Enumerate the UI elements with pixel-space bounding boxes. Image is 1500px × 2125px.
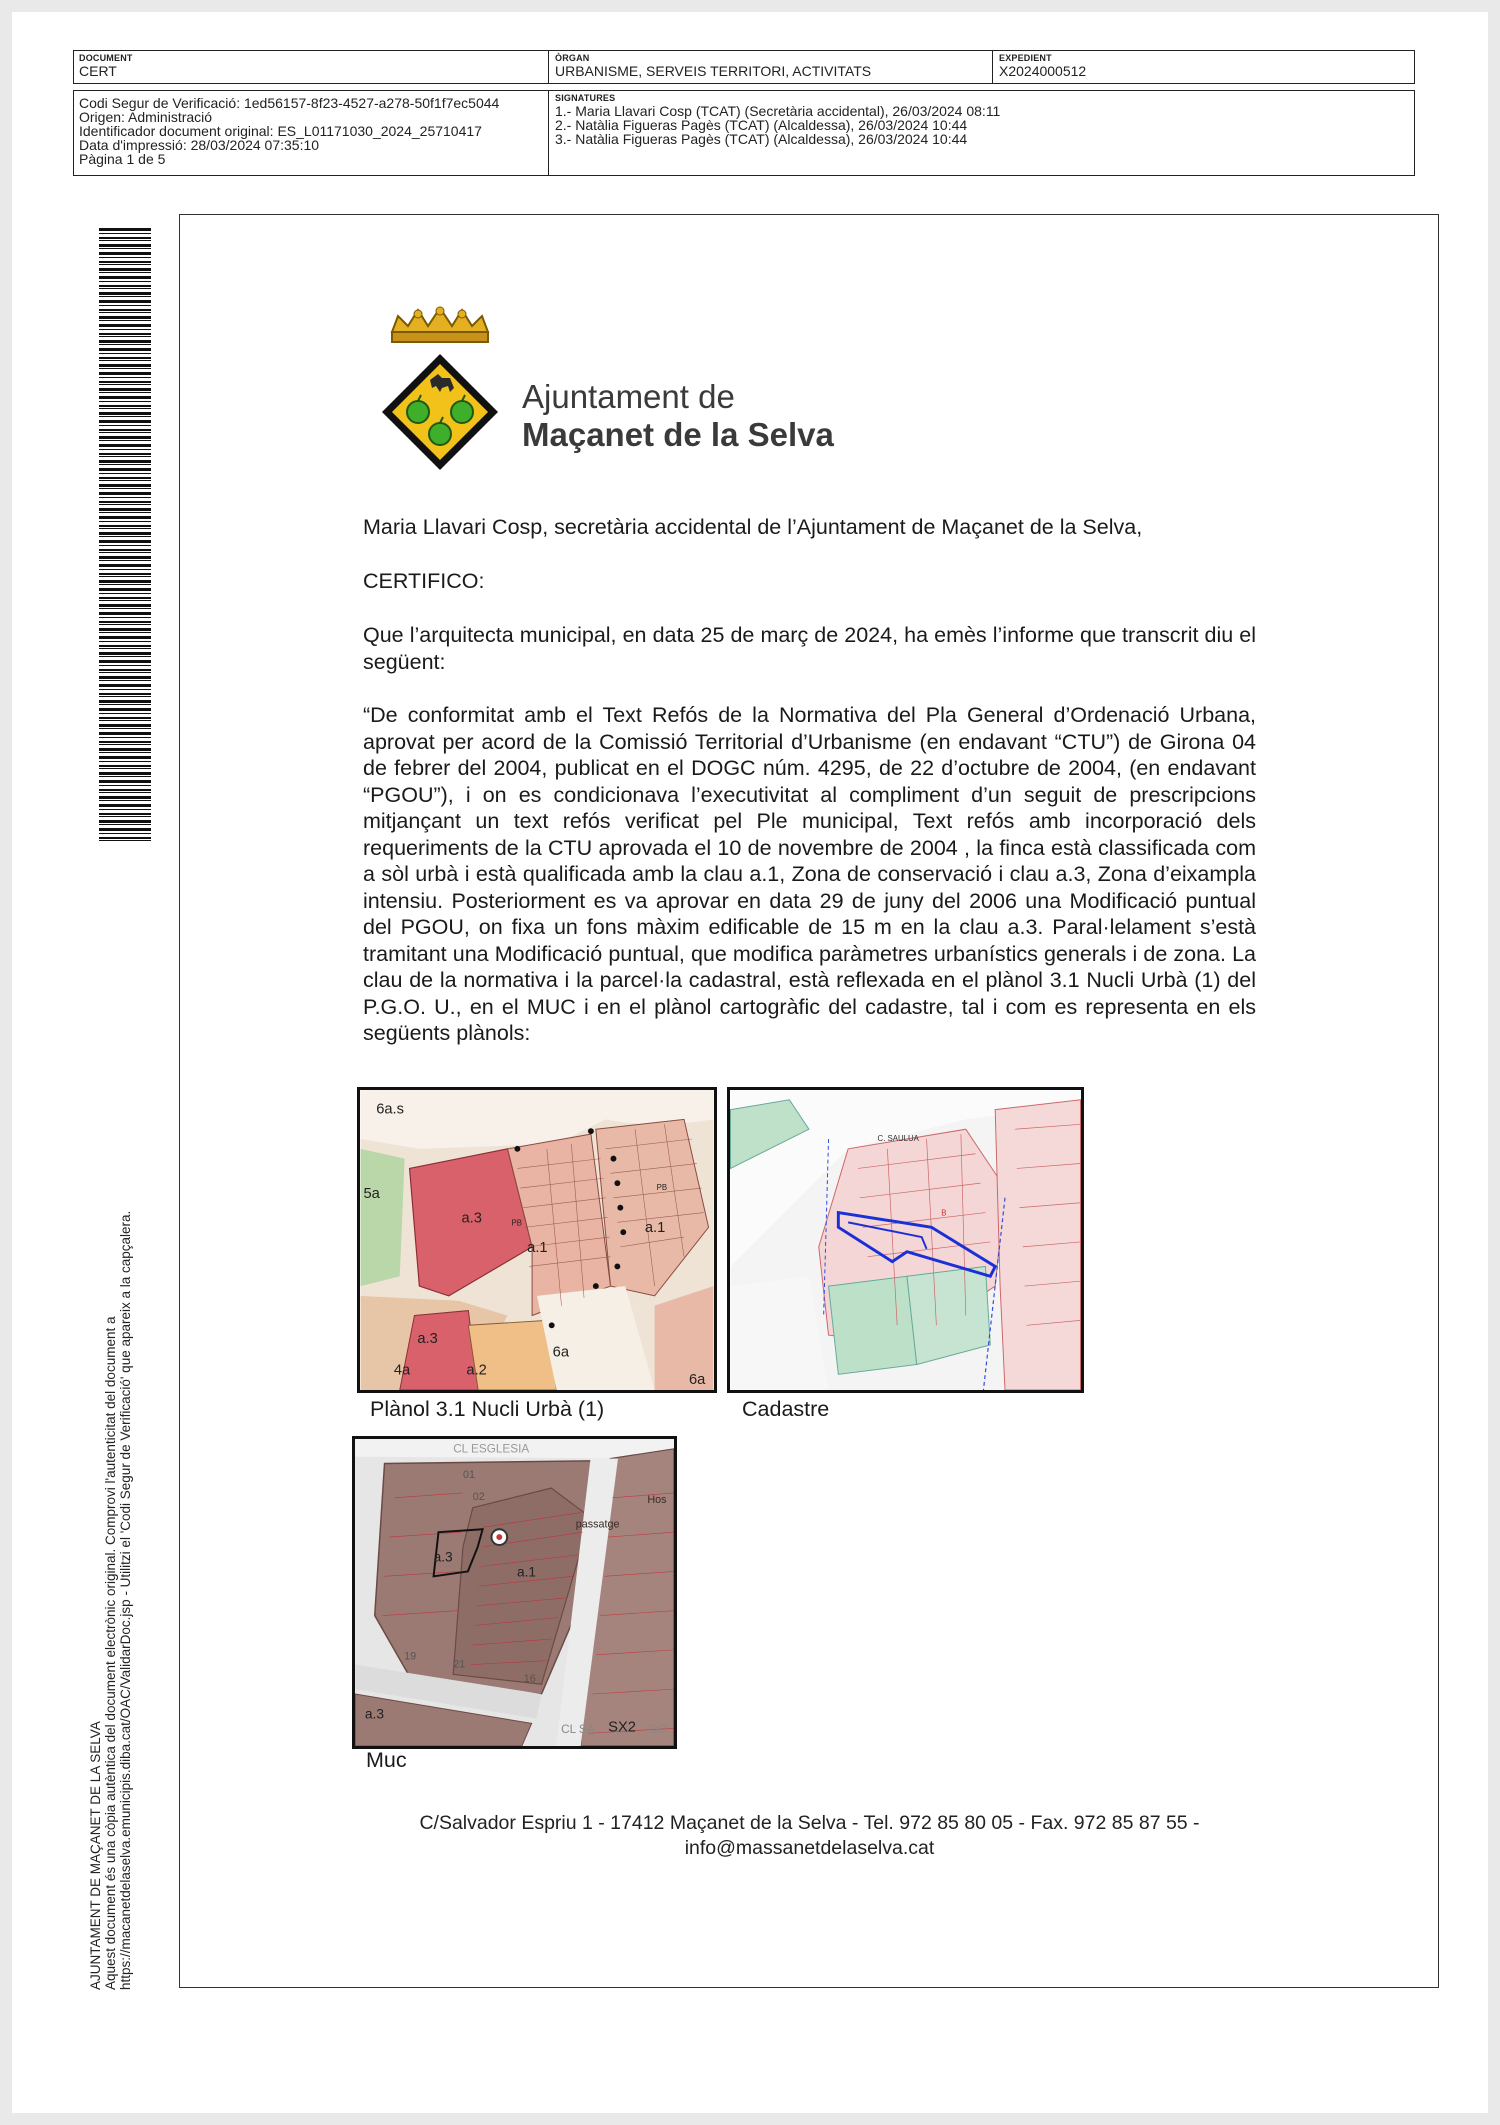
map2-caption: Cadastre xyxy=(742,1397,830,1421)
expedient-cell xyxy=(994,51,1394,83)
map2-label: C. SAULUA xyxy=(877,1133,919,1143)
map1-label: a.2 xyxy=(466,1362,487,1379)
map1-label: 4a xyxy=(393,1362,411,1379)
info-line: Origen: Administració xyxy=(79,109,213,125)
map3-label: CL SA xyxy=(561,1723,595,1737)
info-line: Identificador document original: ES_L01171030_2024_25710417 xyxy=(79,123,482,139)
map3-label: a.1 xyxy=(516,1564,537,1580)
map3-label: 02 xyxy=(472,1490,485,1503)
organ-value: URBANISME, SERVEIS TERRITORI, ACTIVITATS xyxy=(555,63,872,79)
map3-label: CL ESGLESIA xyxy=(453,1442,530,1456)
map1-label: PB xyxy=(656,1183,668,1192)
map1-label: PB xyxy=(511,1218,522,1228)
header-row-2 xyxy=(73,90,1415,176)
document-cell xyxy=(74,51,544,83)
info-line: Codi Segur de Verificació: 1ed56157-8f23-4527-a278-50f1f7ec5044 xyxy=(79,95,500,111)
paragraph-1: Que l’arquitecta municipal, en data 25 de març de 2024, ha emès l’informe que transcrit diu el següent: xyxy=(363,623,1256,674)
info-line: Data d'impressió: 28/03/2024 07:35:10 xyxy=(79,137,320,153)
map3-label: 19 xyxy=(404,1650,417,1663)
map-muc xyxy=(352,1436,677,1749)
map-cadastre xyxy=(727,1087,1084,1393)
barcode xyxy=(99,228,151,844)
map1-label: 6a xyxy=(552,1344,570,1361)
map3-label: a.3 xyxy=(433,1549,453,1565)
footer-line-1: C/Salvador Espriu 1 - 17412 Maçanet de la Selva - Tel. 972 85 80 05 - Fax. 972 85 87 55 - xyxy=(419,1812,1200,1834)
header-row-1 xyxy=(73,50,1415,84)
map3-label: Hos xyxy=(647,1493,667,1506)
map2-label: B xyxy=(941,1208,947,1218)
map1-label: a.3 xyxy=(417,1330,438,1347)
signature-line: 1.- Maria Llavari Cosp (TCAT) (Secretària accidental), 26/03/2024 08:11 xyxy=(555,103,1001,119)
footer-email[interactable]: info@massanetdelaselva.cat xyxy=(684,1837,935,1859)
intro-text: Maria Llavari Cosp, secretària accidental de l’Ajuntament de Maçanet de la Selva, xyxy=(363,515,1143,539)
map3-label: 16 xyxy=(523,1673,536,1686)
organ-cell xyxy=(550,51,990,83)
organization-line-2: Maçanet de la Selva xyxy=(522,416,834,453)
side-verification-text xyxy=(88,1110,133,1990)
map1-label: a.1 xyxy=(527,1239,548,1256)
map1-label: 6a xyxy=(688,1372,706,1389)
signature-line: 2.- Natàlia Figueras Pagès (TCAT) (Alcaldessa), 26/03/2024 10:44 xyxy=(555,117,968,133)
map1-label: 5a xyxy=(363,1185,380,1202)
document-label: DOCUMENT xyxy=(79,53,133,63)
map-cadastre-drawing xyxy=(730,1090,1081,1390)
footer-address xyxy=(363,1811,1256,1861)
map1-label: a.3 xyxy=(461,1210,482,1227)
certifico-heading: CERTIFICO: xyxy=(363,569,485,593)
side-line-2: Aquest document és una còpia autèntica del document electrònic original. Comprovi l'autenticitat del document a xyxy=(103,1316,118,1990)
document-page xyxy=(12,12,1488,2113)
map1-label: 6a.s xyxy=(376,1101,404,1118)
organization-line-1: Ajuntament de xyxy=(522,378,735,415)
signatures-label: SIGNATURES xyxy=(555,93,616,103)
expedient-label: EXPEDIENT xyxy=(999,53,1052,63)
organ-label: ÒRGAN xyxy=(555,53,590,63)
coat-of-arms-logo xyxy=(370,302,510,482)
signature-line: 3.- Natàlia Figueras Pagès (TCAT) (Alcaldessa), 26/03/2024 10:44 xyxy=(555,131,968,147)
map-muc-drawing xyxy=(355,1439,674,1746)
side-line-1: AJUNTAMENT DE MAÇANET DE LA SELVA xyxy=(88,1721,103,1990)
side-line-3: https://macanetdelaselva.emunicipis.diba.cat/OAC/ValidarDoc.jsp - Utilitzi el 'Codi Segur de Verificació' que apareix a la capçalera. xyxy=(118,1210,133,1990)
map1-label: a.1 xyxy=(644,1220,666,1237)
expedient-value: X2024000512 xyxy=(999,63,1087,79)
map-nucli-urba xyxy=(357,1087,717,1393)
map3-label: DO xyxy=(649,1723,667,1737)
map3-label: a.3 xyxy=(364,1706,385,1722)
verification-cell xyxy=(74,91,544,175)
map-nucli-urba-drawing xyxy=(360,1090,714,1390)
info-line: Pàgina 1 de 5 xyxy=(79,151,166,167)
map3-caption: Muc xyxy=(366,1748,407,1772)
map3-label: SX2 xyxy=(608,1719,636,1736)
map3-label: 01 xyxy=(463,1469,475,1482)
document-value: CERT xyxy=(79,63,117,79)
map3-label: 21 xyxy=(453,1658,466,1671)
signatures-cell xyxy=(550,91,1410,175)
map1-caption: Plànol 3.1 Nucli Urbà (1) xyxy=(370,1397,605,1421)
paragraph-2: “De conformitat amb el Text Refós de la Normativa del Pla General d’Ordenació Urbana, aprovat per acord de la Comissió Territorial d’Urbanisme (en endavant “CTU”) de Girona 04 de febrer del 2004, publicat en el DOGC núm. 4295, de 22 d’octubre de 2004, (en endavant “PGOU”), i on es condicionava l’executivitat al compliment d’un seguit de prescripcions mitjançant un text refós verificat pel Ple municipal, Text refós amb incorporació dels requeriments de la CTU aprovada el 10 de novembre de 2004 , la finca està classificada com a sòl urbà i està qualificada amb la clau a.1, Zona de conservació i clau a.3, Zona d’eixampla intensiu. Posteriorment es va aprovar en data 29 de juny del 2006 una Modificació puntual del PGOU, on fixa un fons màxim edificable de 15 m en la clau a.3. Paral·lelament s’està tramitant una Modificació puntual, que modifica paràmetres urbanístics generals i de zona. La clau de la normativa i la parcel·la cadastral, està reflexada en el plànol 3.1 Nucli Urbà (1) del P.G.O. U., en el MUC i en el plànol cartogràfic del cadastre, tal i com es representa en els següents plànols: xyxy=(363,703,1256,1045)
map3-label: passatge xyxy=(575,1518,620,1531)
